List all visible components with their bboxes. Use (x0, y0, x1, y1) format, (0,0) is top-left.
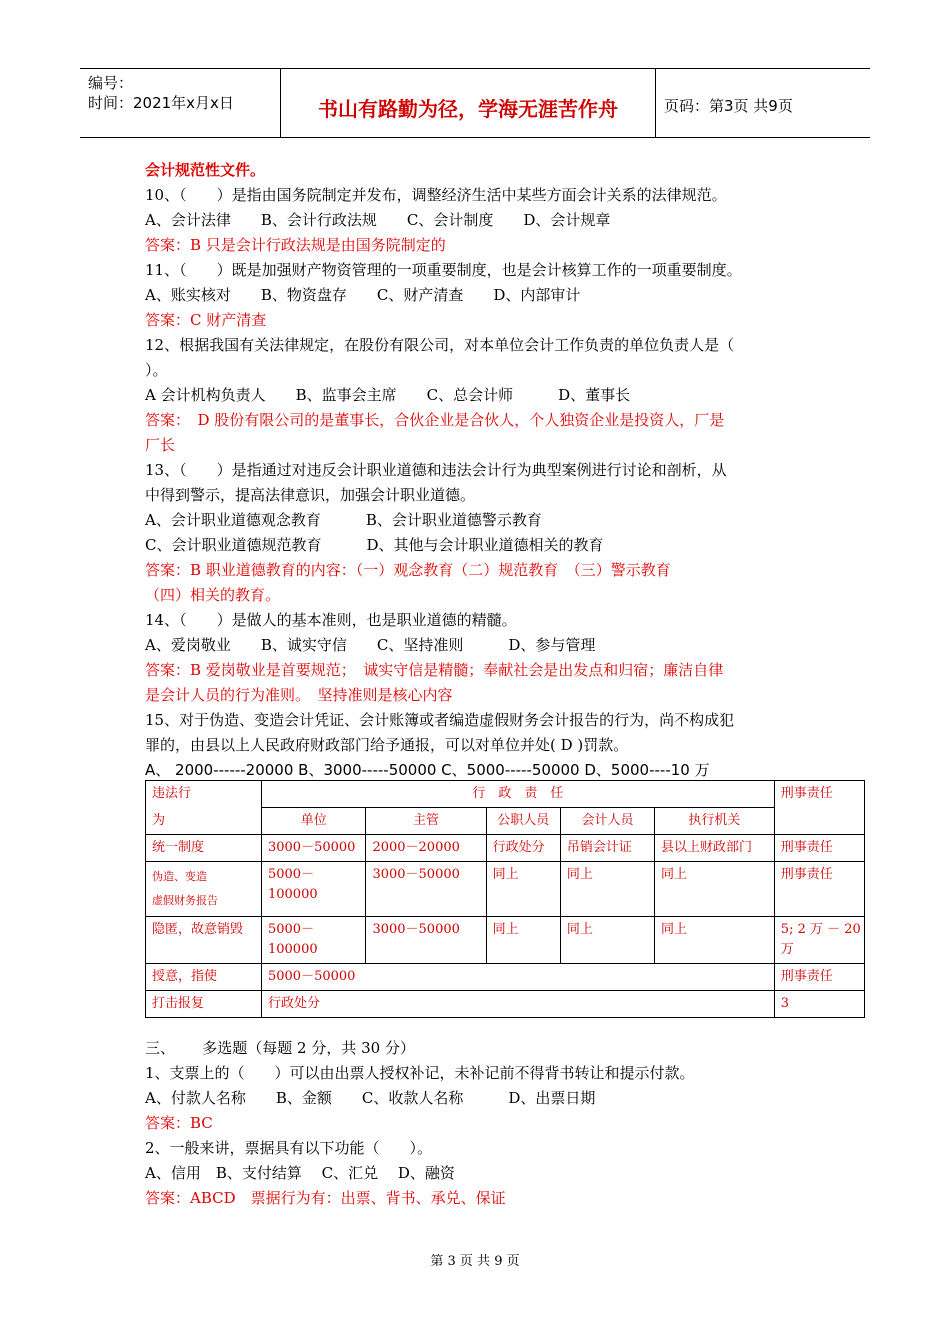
table-cell: 同上 (655, 862, 775, 917)
table-cell: 统一制度 (146, 835, 262, 862)
penalty-table (145, 780, 865, 1018)
table-row (146, 917, 865, 964)
text-line: A、会计职业道德观念教育 B、会计职业道德警示教育 (145, 511, 542, 529)
page-footer: 第 3 页 共 9 页 (430, 1254, 520, 1269)
table-cell: 刑事责任 (774, 862, 864, 917)
table-cell: 2000－20000 (366, 835, 486, 862)
text-line: A、账实核对 B、物资盘存 C、财产清查 D、内部审计 (145, 286, 581, 304)
table-cell (146, 862, 262, 917)
table-cell-line: 伪造、变造 (152, 870, 207, 883)
table-cell-line: 5; 2 万 － 20 (780, 922, 861, 937)
text-line: 12、根据我国有关法律规定，在股份有限公司，对本单位会计工作负责的单位负责人是（ (145, 336, 735, 354)
text-line: 10、（ ）是指由国务院制定并发布，调整经济生活中某些方面会计关系的法律规范。 (145, 186, 727, 204)
text-line: A、 2000------20000 B、3000-----50000 C、5000-----50000 D、5000----10 万 (145, 761, 710, 779)
table-cell (774, 917, 864, 964)
page-label: 页码：第3页 共9页 (664, 97, 793, 115)
text-line: 2、一般来讲，票据具有以下功能（ ）。 (145, 1139, 433, 1157)
text-line: 15、对于伪造、变造会计凭证、会计账簿或者编造虚假财务会计报告的行为，尚不构成犯 (145, 711, 735, 729)
text-line: 罪的，由县以上人民政府财政部门给予通报，可以对单位并处( D )罚款。 (145, 736, 629, 754)
table-head-act-b: 为 (146, 808, 262, 835)
table-head-admin: 行 政 责 任 (261, 781, 774, 808)
text-line: 13、（ ）是指通过对违反会计职业道德和违法会计行为典型案例进行讨论和剖析，从 (145, 461, 727, 479)
table-cell: 同上 (486, 917, 560, 964)
text-line: ）。 (145, 361, 168, 379)
table-cell: 3000－50000 (366, 862, 486, 917)
table-cell: 隐匿，故意销毁 (146, 917, 262, 964)
text-line: A、信用 B、支付结算 C、汇兑 D、融资 (145, 1164, 455, 1182)
table-row (146, 964, 865, 991)
table-head-official: 公职人员 (486, 808, 560, 835)
text-line: 答案：B 只是会计行政法规是由国务院制定的 (145, 236, 446, 254)
text-line: 答案：C 财产清查 (145, 311, 267, 329)
table-cell: 县以上财政部门 (655, 835, 775, 862)
text-line: 三、 多选题（每题 2 分，共 30 分） (145, 1039, 415, 1057)
text-line: A、会计法律 B、会计行政法规 C、会计制度 D、会计规章 (145, 211, 611, 229)
table-cell: 同上 (655, 917, 775, 964)
text-line: （四）相关的教育。 (145, 586, 281, 604)
text-line: 厂长 (145, 436, 176, 454)
table-cell: 5000－50000 (261, 964, 774, 991)
text-line: 答案： D 股份有限公司的是董事长，合伙企业是合伙人，个人独资企业是投资人，厂是 (145, 411, 725, 429)
table-cell: 打击报复 (146, 991, 262, 1018)
text-line: A、付款人名称 B、金额 C、收款人名称 D、出票日期 (145, 1089, 596, 1107)
text-line: 1、支票上的（ ）可以由出票人授权补记，未补记前不得背书转让和提示付款。 (145, 1064, 695, 1082)
time-label: 时间：2021年x月x日 (88, 94, 234, 112)
table-row (146, 862, 865, 917)
table-cell: 3 (774, 991, 864, 1018)
table-head-accountant: 会计人员 (560, 808, 654, 835)
text-line: 11、（ ）既是加强财产物资管理的一项重要制度，也是会计核算工作的一项重要制度。 (145, 261, 742, 279)
table-cell: 吊销会计证 (560, 835, 654, 862)
table-cell: 刑事责任 (774, 835, 864, 862)
table-cell: 授意，指使 (146, 964, 262, 991)
table-cell: 3000－50000 (261, 835, 365, 862)
text-line: 是会计人员的行为准则。 坚持准则是核心内容 (145, 686, 453, 704)
text-line: 答案：BC (145, 1114, 213, 1132)
question-body (145, 158, 810, 783)
multi-choice-section (145, 1036, 810, 1211)
table-cell: 5000－100000 (261, 917, 365, 964)
number-label: 编号： (88, 74, 134, 92)
table-cell: 同上 (486, 862, 560, 917)
table-head-criminal: 刑事责任 (774, 781, 864, 835)
text-line: A 会计机构负责人 B、监事会主席 C、总会计师 D、董事长 (145, 386, 631, 404)
table-head-act: 违法行 (146, 781, 262, 808)
table-head-unit: 单位 (261, 808, 365, 835)
table-head-agency: 执行机关 (655, 808, 775, 835)
text-line: 答案：B 爱岗敬业是首要规范； 诚实守信是精髓；奉献社会是出发点和归宿；廉洁自律 (145, 661, 724, 679)
text-line: 答案：ABCD 票据行为有：出票、背书、承兑、保证 (145, 1189, 506, 1207)
text-line: A、爱岗敬业 B、诚实守信 C、坚持准则 D、参与管理 (145, 636, 596, 654)
page-header (80, 68, 870, 138)
table-cell: 行政处分 (261, 991, 774, 1018)
table-row (146, 991, 865, 1018)
table-cell: 行政处分 (486, 835, 560, 862)
table-head-manager: 主管 (366, 808, 486, 835)
text-line: 14、（ ）是做人的基本准则，也是职业道德的精髓。 (145, 611, 517, 629)
text-line: 答案：B 职业道德教育的内容：（一）观念教育（二）规范教育 （三）警示教育 (145, 561, 671, 579)
table-cell: 3000－50000 (366, 917, 486, 964)
motto: 书山有路勤为径，学海无涯苦作舟 (318, 97, 618, 121)
table-cell-line: 万 (780, 942, 794, 957)
table-row (146, 835, 865, 862)
text-line: C、会计职业道德规范教育 D、其他与会计职业道德相关的教育 (145, 536, 604, 554)
table-cell: 刑事责任 (774, 964, 864, 991)
text-line: 会计规范性文件。 (145, 161, 266, 179)
table-cell: 5000－100000 (261, 862, 365, 917)
table-cell-line: 虚假财务报告 (152, 894, 218, 907)
table-cell: 同上 (560, 862, 654, 917)
header-motto-cell (280, 69, 656, 137)
table-cell: 同上 (560, 917, 654, 964)
header-meta (88, 73, 278, 113)
text-line: 中得到警示，提高法律意识，加强会计职业道德。 (145, 486, 476, 504)
